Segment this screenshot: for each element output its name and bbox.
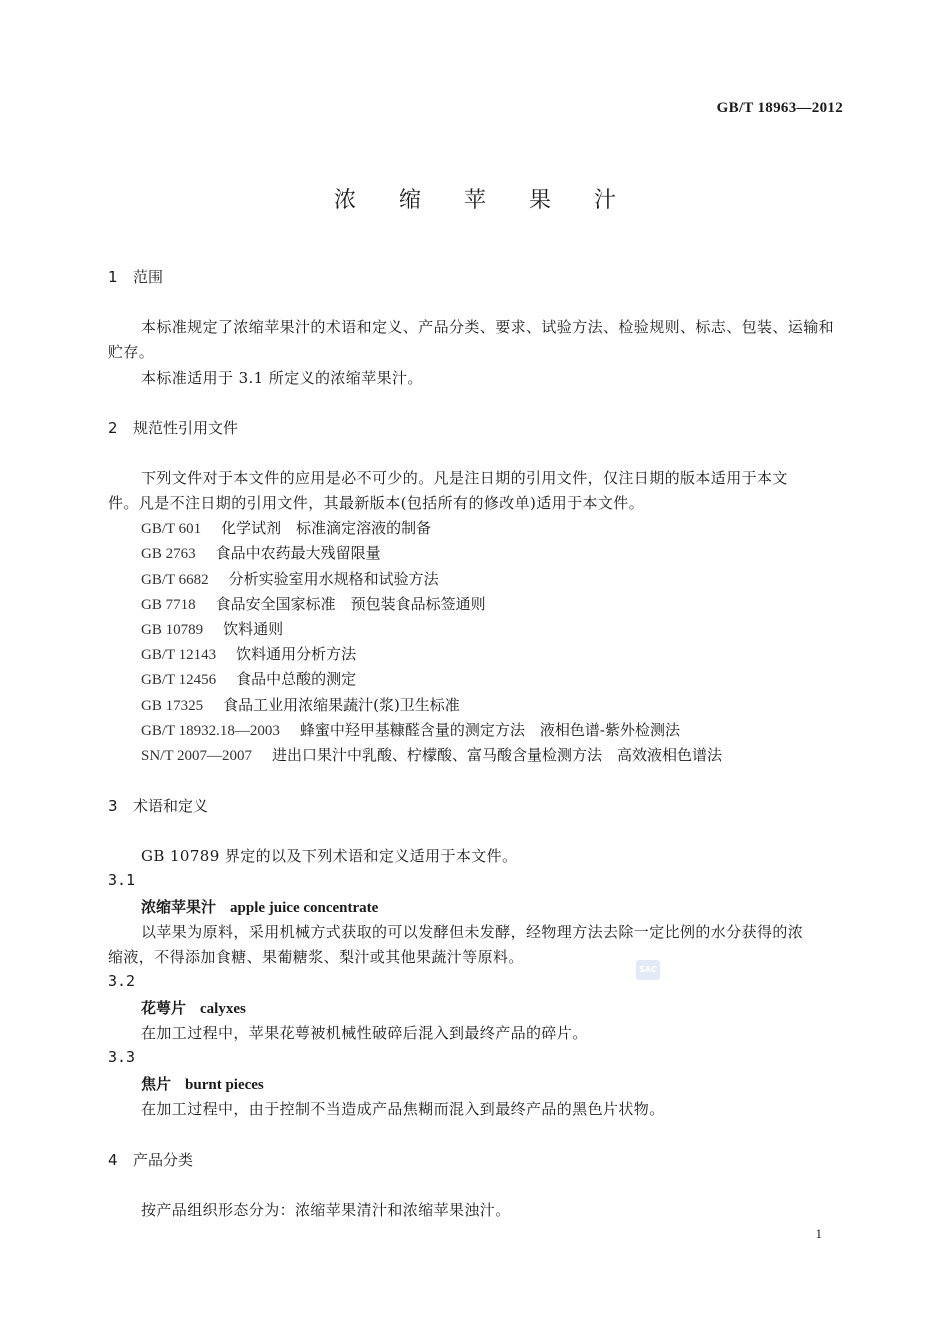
term-definition: 以苹果为原料，采用机械方式获取的可以发酵但未发酵，经物理方法去除一定比例的水分获得的浓	[141, 923, 804, 941]
standard-code: GB/T 18963—2012	[716, 100, 843, 116]
subclause-number: 3.3	[108, 1048, 136, 1066]
term-chinese: 花萼片	[141, 999, 187, 1017]
term-entry	[141, 896, 378, 917]
reference-code: GB 2763	[141, 546, 196, 562]
reference-item	[141, 618, 283, 639]
reference-item	[141, 542, 381, 563]
reference-item	[141, 643, 356, 664]
term-english: calyxes	[200, 1001, 246, 1017]
section-4-heading	[108, 1149, 193, 1170]
reference-item	[141, 694, 460, 715]
reference-item	[141, 517, 431, 538]
reference-item	[141, 744, 722, 765]
reference-title: 化学试剂 标准滴定溶液的制备	[221, 519, 432, 537]
page-number: 1	[815, 1226, 822, 1241]
term-definition: 在加工过程中，苹果花萼被机械性破碎后混入到最终产品的碎片。	[141, 1024, 588, 1042]
section-number: 2	[108, 419, 118, 437]
reference-title: 饮料通则	[223, 620, 284, 638]
reference-code: GB 7718	[141, 597, 196, 613]
term-definition: 在加工过程中，由于控制不当造成产品焦糊而混入到最终产品的黑色片状物。	[141, 1100, 665, 1118]
section-number: 1	[108, 268, 118, 286]
reference-title: 进出口果汁中乳酸、柠檬酸、富马酸含量检测方法 高效液相色谱法	[271, 746, 722, 764]
section-title: 规范性引用文件	[133, 419, 239, 437]
paragraph: 本标准规定了浓缩苹果汁的术语和定义、产品分类、要求、试验方法、检验规则、标志、包装、运输和	[141, 318, 835, 336]
section-1-heading	[108, 266, 163, 287]
reference-title: 蜂蜜中羟甲基糠醛含量的测定方法 液相色谱-紫外检测法	[299, 721, 680, 739]
section-number: 3	[108, 797, 118, 815]
paragraph: 件。凡是不注日期的引用文件，其最新版本(包括所有的修改单)适用于本文件。	[108, 494, 645, 512]
sac-watermark-logo: SAC	[636, 960, 660, 980]
term-chinese: 焦片	[141, 1075, 172, 1093]
reference-code: GB/T 18932.18—2003	[141, 723, 280, 739]
reference-title: 食品中农药最大残留限量	[215, 544, 381, 562]
subclause-number: 3.1	[108, 871, 136, 889]
paragraph: 下列文件对于本文件的应用是必不可少的。凡是注日期的引用文件，仅注日期的版本适用于本文	[141, 469, 788, 487]
reference-code: SN/T 2007—2007	[141, 748, 252, 764]
section-number: 4	[108, 1151, 118, 1169]
paragraph: 本标准适用于 3.1 所定义的浓缩苹果汁。	[141, 369, 423, 387]
term-english: burnt pieces	[185, 1077, 264, 1093]
reference-item	[141, 668, 356, 689]
document-title: 浓 缩 苹 果 汁	[334, 188, 634, 213]
reference-title: 食品安全国家标准 预包装食品标签通则	[215, 595, 486, 613]
reference-item	[141, 593, 486, 614]
term-chinese: 浓缩苹果汁	[141, 898, 217, 916]
paragraph: GB 10789 界定的以及下列术语和定义适用于本文件。	[141, 847, 518, 865]
term-entry	[141, 1073, 264, 1094]
reference-item	[141, 719, 680, 740]
section-3-heading	[108, 795, 208, 816]
reference-title: 食品中总酸的测定	[236, 670, 357, 688]
section-title: 产品分类	[133, 1151, 194, 1169]
reference-code: GB 17325	[141, 698, 204, 714]
reference-code: GB/T 601	[141, 521, 202, 537]
subclause-number: 3.2	[108, 972, 136, 990]
reference-code: GB/T 12456	[141, 672, 217, 688]
paragraph: 按产品组织形态分为：浓缩苹果清汁和浓缩苹果浊汁。	[141, 1201, 511, 1219]
term-definition: 缩液，不得添加食糖、果葡糖浆、梨汁或其他果蔬汁等原料。	[108, 948, 524, 966]
paragraph: 贮存。	[108, 343, 155, 361]
section-title: 范围	[133, 268, 164, 286]
reference-code: GB/T 12143	[141, 647, 217, 663]
term-english: apple juice concentrate	[230, 900, 379, 916]
term-entry	[141, 997, 246, 1018]
reference-title: 食品工业用浓缩果蔬汁(浆)卫生标准	[223, 696, 460, 714]
reference-title: 饮料通用分析方法	[236, 645, 357, 663]
section-title: 术语和定义	[133, 797, 209, 815]
reference-code: GB 10789	[141, 622, 204, 638]
reference-code: GB/T 6682	[141, 572, 209, 588]
reference-title: 分析实验室用水规格和试验方法	[228, 570, 439, 588]
reference-item	[141, 568, 439, 589]
section-2-heading	[108, 417, 238, 438]
